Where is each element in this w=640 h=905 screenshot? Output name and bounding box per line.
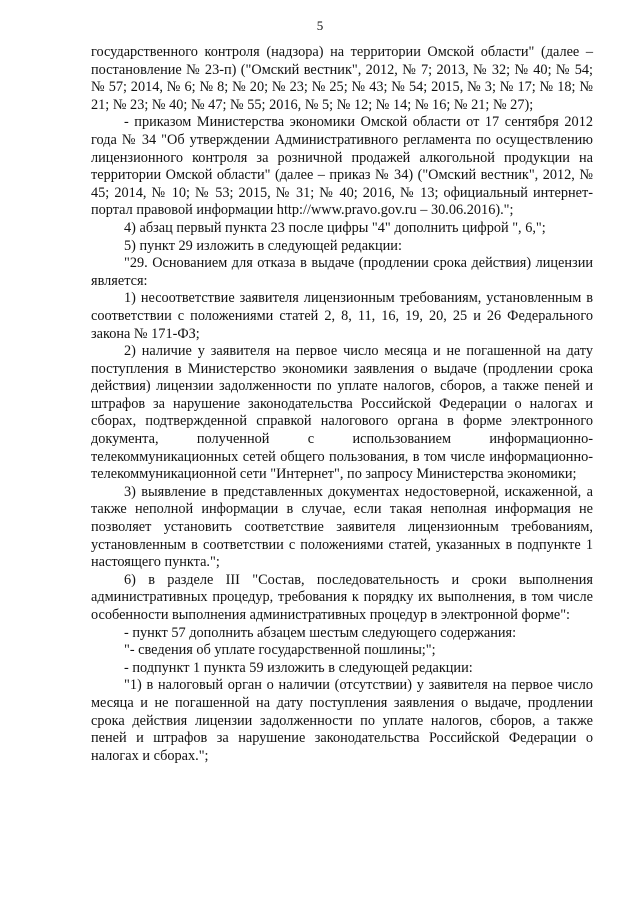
paragraph: - пункт 57 дополнить абзацем шестым следующего содержания: [124, 624, 517, 641]
paragraph: 4) абзац первый пункта 23 после цифры "4" дополнить цифрой ", 6,"; [124, 219, 546, 236]
paragraph: 5) пункт 29 изложить в следующей редакции: [124, 237, 402, 254]
document-body [91, 44, 593, 765]
paragraph: "1) в налоговый орган о наличии (отсутствии) у заявителя на первое число месяца и не погашенной на дату поступления заявления о выдаче, продлении срока действия лицензии задолженности по уплате налогов, сборов, а также пеней и штрафов за нарушение законодательства Российской Федерации о налогах и сборах."; [91, 677, 593, 764]
paragraph: "- сведения об уплате государственной пошлины;"; [124, 642, 436, 659]
paragraph: 2) наличие у заявителя на первое число месяца и не погашенной на дату поступления в Министерство экономики заявления о выдаче (продлении срока действия) лицензии задолженности по уплате налогов, сборов, а также пеней и штрафов за нарушение законодательства Российской Федерации о налогах и сборах, подтвержденной справкой налогового органа в форме электронного документа, полученной с использованием информационно-телекоммуникационных сетей общего пользования, в том числе информационно-телекоммуникационной сети "Интернет", по запросу Министерства экономики; [91, 343, 593, 483]
paragraph: - подпункт 1 пункта 59 изложить в следующей редакции: [124, 659, 473, 676]
paragraph: - приказом Министерства экономики Омской области от 17 сентября 2012 года № 34 "Об утверждении Административного регламента по осуществлению лицензионного контроля за розничной продажей алкогольной продукции на территории Омской области" (далее – приказ № 34) ("Омский вестник", 2012, № 45; 2014, № 10; № 53; 2015, № 31; № 40; 2016, № 13; официальный интернет-портал правовой информации http://www.pravo.gov.ru – 30.06.2016)."; [91, 114, 593, 219]
paragraph: 3) выявление в представленных документах недостоверной, искаженной, а также неполной информации в случае, если такая неполная информация не позволяет установить соответствие заявителя лицензионным требованиям, установленным в соответствии с положениями статей, указанных в подпункте 1 настоящего пункта."; [91, 483, 593, 571]
page-number: 5 [316, 18, 324, 33]
paragraph: 1) несоответствие заявителя лицензионным требованиям, установленным в соответствии с положениями статей 2, 8, 11, 16, 19, 20, 25 и 26 Федерального закона № 171-ФЗ; [91, 290, 593, 342]
paragraph: 6) в разделе III "Состав, последовательность и сроки выполнения административных процедур, требования к порядку их выполнения, в том числе особенности выполнения административных процедур в электронной форме": [91, 571, 593, 623]
paragraph: государственного контроля (надзора) на территории Омской области" (далее – постановление № 23-п) ("Омский вестник", 2012, № 7; 2013, № 32; № 40; № 54; № 57; 2014, № 6; № 8; № 20; № 23; № 25; № 43; № 54; 2015, № 3; № 17; № 18; № 21; № 23; № 40; № 47; № 55; 2016, № 5; № 12; № 14; № 16; № 21; № 27); [91, 44, 593, 113]
paragraph: "29. Основанием для отказа в выдаче (продлении срока действия) лицензии является: [91, 255, 593, 289]
